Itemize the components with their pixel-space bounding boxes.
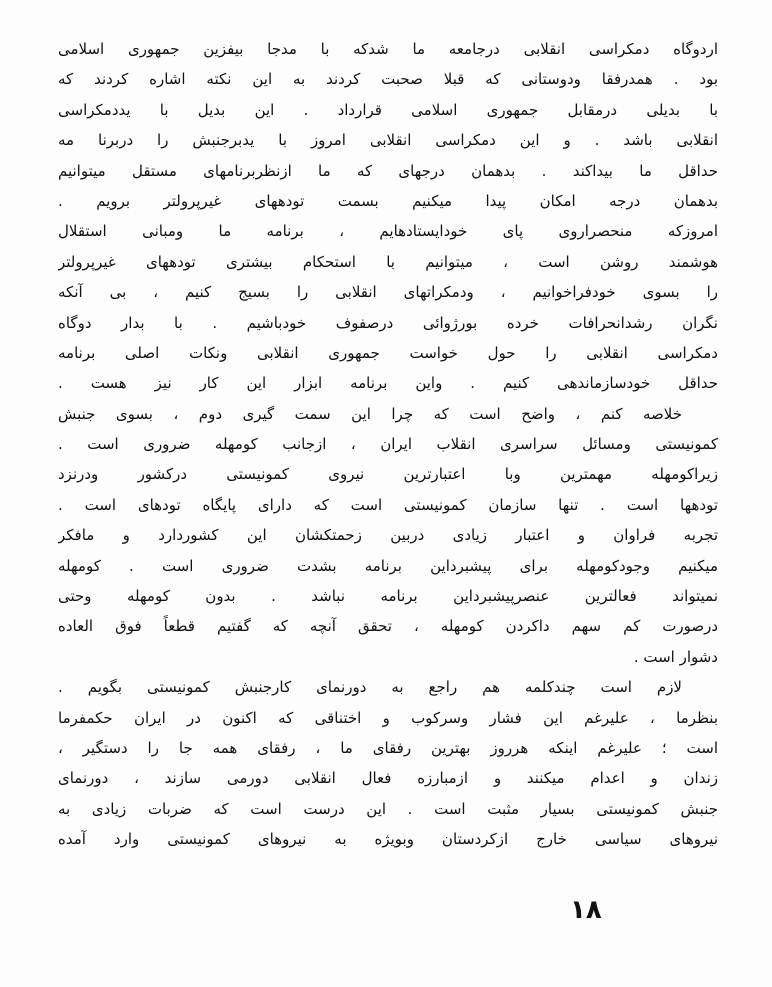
text-line: میکنیم وجودکومهله برای پیشبرداین برنامه بشدت ضروری است . کومهله xyxy=(58,556,718,575)
body-text xyxy=(58,34,718,855)
text-line: بنظرما ، علیرغم این فشار وسرکوب و اختناقی که اکنون در ایران حکمفرما xyxy=(58,708,718,727)
text-line: است ؛ علیرغم اینکه هرروز بهترین رفقای ما ، رفقای همه جا را دستگیر ، xyxy=(58,738,718,757)
text-line: هوشمند روشن است ، میتوانیم با استحکام بیشتری تودههای غیرپرولتر xyxy=(58,252,718,271)
paragraph-last-line: دشوار است . xyxy=(633,647,718,666)
text-line: اردوگاه دمکراسی انقلابی درجامعه ما شدکه با مدجا بیفزین جمهوری اسلامی xyxy=(58,40,718,58)
text-line: نگران رشدانحرافات خرده بورژوائی درصفوف خودباشیم . با بدار دوگاه xyxy=(58,313,718,332)
text-line: با بدیلی درمقابل جمهوری اسلامی قرارداد . این بدیل با یددمکراسی xyxy=(58,100,718,119)
paragraph-first-line: لازم است چندکلمه هم راجع به دورنمای کارجنبش کمونیستی بگویم . xyxy=(58,678,682,697)
text-line: نیروهای سیاسی خارج ازکردستان وبویژه به نیروهای کمونیستی وارد آمده xyxy=(58,830,718,849)
text-line: تجربه فراوان و اعتبار زیادی دربین زحمتکشان این کشوردارد و مافکر xyxy=(58,526,718,545)
text-line: حداقل ما بیداکند . بدهمان درجهای که ما ازنظربرنامهای مستقل میتوانیم xyxy=(58,161,718,180)
text-line: کمونیستی ومسائل سراسری انقلاب ایران ، ازجانب کومهله ضروری است . xyxy=(58,435,718,454)
text-line: زیراکومهله مهمترین وبا اعتبارترین نیروی کمونیستی درکشور ودرنزد xyxy=(58,465,718,484)
paragraph-first-line: خلاصه کنم ، واضح است که چرا این سمت گیری دوم ، بسوی جنبش xyxy=(58,404,682,423)
text-line: تودهها است . تنها سازمان کمونیستی است که دارای پایگاه تودهای است . xyxy=(58,495,718,514)
text-line: دمکراسی انقلابی را حول خواست جمهوری انقلابی ونکات اصلی برنامه xyxy=(58,343,718,362)
text-line: را بسوی خودفراخوانیم ، ودمکراتهای انقلابی را بسیج کنیم ، بی آنکه xyxy=(58,283,718,302)
page-number: ۱۸ xyxy=(570,895,602,925)
text-line: جنبش کمونیستی بسیار مثبت است . این درست است که ضربات زیادی به xyxy=(58,799,718,818)
text-line: نمیتواند فعالترین عنصرپیشبرداین برنامه نباشد . بدون کومهله وحتی xyxy=(58,587,718,606)
text-line: حداقل خودسازماندهی کنیم . واین برنامه ابزار این کار نیز هست . xyxy=(58,374,718,393)
text-line: امروزکه منحصراروی پای خودایستادهایم ، برنامه ما ومبانی استقلال xyxy=(58,222,718,241)
text-line: بدهمان درجه امکان پیدا میکنیم بسمت تودههای غیرپرولتر برویم . xyxy=(58,191,718,210)
text-line: بود . همدرفقا ودوستانی که قبلا صحبت کردند به این نکته اشاره کردند که xyxy=(58,70,718,89)
text-line: انقلابی باشد . و این دمکراسی انقلابی امروز با یدبرجنبش را دربرنا مه xyxy=(58,131,718,150)
text-line: درصورت کم سهم داکردن کومهله ، تحقق آنچه که گفتیم قطعاً فوق العاده xyxy=(58,617,718,636)
text-line: زندان و اعدام میکنند و ازمبارزه فعال انقلابی دورمی سازند ، دورنمای xyxy=(58,769,718,788)
